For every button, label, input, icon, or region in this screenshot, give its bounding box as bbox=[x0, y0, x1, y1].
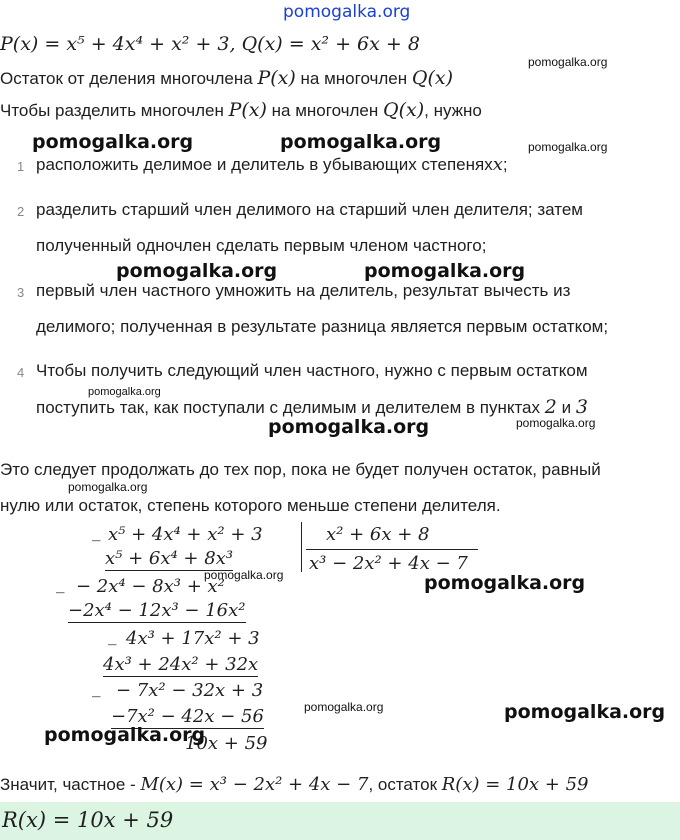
division-divisor: x² + 6x + 8 bbox=[326, 524, 430, 545]
step-4-line-2 bbox=[36, 397, 588, 418]
intro-line-1-p: P(x) bbox=[257, 67, 296, 89]
division-minus-4: _ bbox=[92, 678, 101, 698]
watermark-15: pomogalka.org bbox=[44, 724, 206, 746]
watermark-13: pomogalka.org bbox=[304, 700, 384, 714]
step-1-var: x bbox=[492, 154, 503, 175]
step-1-tail: ; bbox=[502, 155, 508, 174]
step-3-line-1: первый член частного умножить на делитель, результат вычесть из bbox=[36, 281, 571, 300]
division-minus-1: _ bbox=[92, 522, 101, 542]
conclusion-mid: , остаток bbox=[368, 775, 438, 794]
division-remainder: 10x + 59 bbox=[185, 733, 268, 754]
conclusion-remainder: R(x) = 10x + 59 bbox=[441, 774, 589, 795]
step-4-and: и bbox=[561, 398, 572, 417]
step-4-line-1: Чтобы получить следующий член частного, нужно с первым остатком bbox=[36, 361, 588, 380]
intro-line-2-q: Q(x) bbox=[383, 99, 425, 121]
step-2-number: 2 bbox=[17, 204, 25, 219]
division-row-6: − 7x² − 32x + 3 bbox=[116, 680, 264, 701]
watermark-9: pomogalka.org bbox=[516, 416, 596, 430]
intro-line-1-q: Q(x) bbox=[411, 67, 453, 89]
intro-line-2-suffix: , нужно bbox=[424, 101, 482, 120]
watermark-3: pomogalka.org bbox=[280, 131, 442, 153]
step-4-n2: 3 bbox=[575, 396, 588, 418]
p-definition: P(x) = x⁵ + 4x⁴ + x² + 3, bbox=[0, 33, 236, 55]
watermark-top: pomogalka.org bbox=[283, 2, 411, 22]
watermark-4: pomogalka.org bbox=[528, 140, 608, 154]
division-row-4: 4x³ + 17x² + 3 bbox=[126, 628, 260, 649]
continue-line-2: нулю или остаток, степень которого меньше степени делителя. bbox=[0, 496, 501, 515]
answer-box bbox=[0, 802, 680, 840]
division-minus-3: _ bbox=[108, 626, 117, 646]
step-4-n1: 2 bbox=[544, 396, 557, 418]
intro-line-1 bbox=[0, 68, 453, 89]
intro-line-1-mid: на многочлен bbox=[300, 69, 408, 88]
division-row-3: −2x⁴ − 12x³ − 16x² bbox=[68, 600, 246, 621]
intro-line-1-prefix: Остаток от деления многочлена bbox=[0, 69, 253, 88]
step-2-line-1: разделить старший член делимого на старший член делителя; затем bbox=[36, 200, 583, 219]
watermark-1: pomogalka.org bbox=[528, 55, 608, 69]
division-quotient: x³ − 2x² + 4x − 7 bbox=[309, 553, 468, 574]
answer-formula: R(x) = 10x + 59 bbox=[2, 808, 174, 832]
division-bracket bbox=[301, 522, 302, 572]
watermark-11: pomogalka.org bbox=[204, 568, 284, 582]
conclusion-prefix: Значит, частное - bbox=[0, 775, 136, 794]
problem-statement bbox=[0, 33, 420, 55]
watermark-6: pomogalka.org bbox=[364, 260, 526, 282]
division-dividend: x⁵ + 4x⁴ + x² + 3 bbox=[108, 524, 263, 545]
step-2-line-2: полученный одночлен сделать первым членом частного; bbox=[36, 236, 487, 255]
intro-line-2-mid: на многочлен bbox=[271, 101, 379, 120]
conclusion-line bbox=[0, 775, 589, 795]
watermark-10: pomogalka.org bbox=[68, 480, 148, 494]
division-row-2: − 2x⁴ − 8x³ + x² bbox=[76, 576, 225, 597]
watermark-14: pomogalka.org bbox=[504, 701, 666, 723]
q-definition: Q(x) = x² + 6x + 8 bbox=[241, 33, 420, 55]
step-3-number: 3 bbox=[17, 285, 25, 300]
intro-line-2-prefix: Чтобы разделить многочлен bbox=[0, 101, 224, 120]
step-1-text bbox=[36, 155, 508, 175]
step-4-number: 4 bbox=[17, 365, 25, 380]
division-row-1: x⁵ + 6x⁴ + 8x³ bbox=[105, 548, 234, 569]
intro-line-2-p: P(x) bbox=[228, 99, 267, 121]
step-3-line-2: делимого; полученная в результате разница является первым остатком; bbox=[36, 317, 609, 336]
divisor-rule bbox=[306, 549, 478, 550]
division-row-5: 4x³ + 24x² + 32x bbox=[103, 654, 259, 675]
watermark-7: pomogalka.org bbox=[88, 386, 161, 398]
watermark-5: pomogalka.org bbox=[116, 260, 278, 282]
intro-line-2 bbox=[0, 100, 482, 121]
watermark-2: pomogalka.org bbox=[32, 131, 194, 153]
conclusion-quotient: M(x) = x³ − 2x² + 4x − 7 bbox=[140, 774, 369, 795]
step-1-number: 1 bbox=[17, 159, 25, 174]
division-row-7: −7x² − 42x − 56 bbox=[111, 706, 264, 727]
step-4-line-2-text: поступить так, как поступали с делимым и делителем в пунктах bbox=[36, 398, 541, 417]
division-minus-2: _ bbox=[56, 574, 65, 594]
watermark-8: pomogalka.org bbox=[268, 416, 430, 438]
continue-line-1: Это следует продолжать до тех пор, пока не будет получен остаток, равный bbox=[0, 460, 601, 479]
watermark-12: pomogalka.org bbox=[424, 572, 586, 594]
step-1-line-1: расположить делимое и делитель в убывающих степенях bbox=[36, 155, 493, 174]
